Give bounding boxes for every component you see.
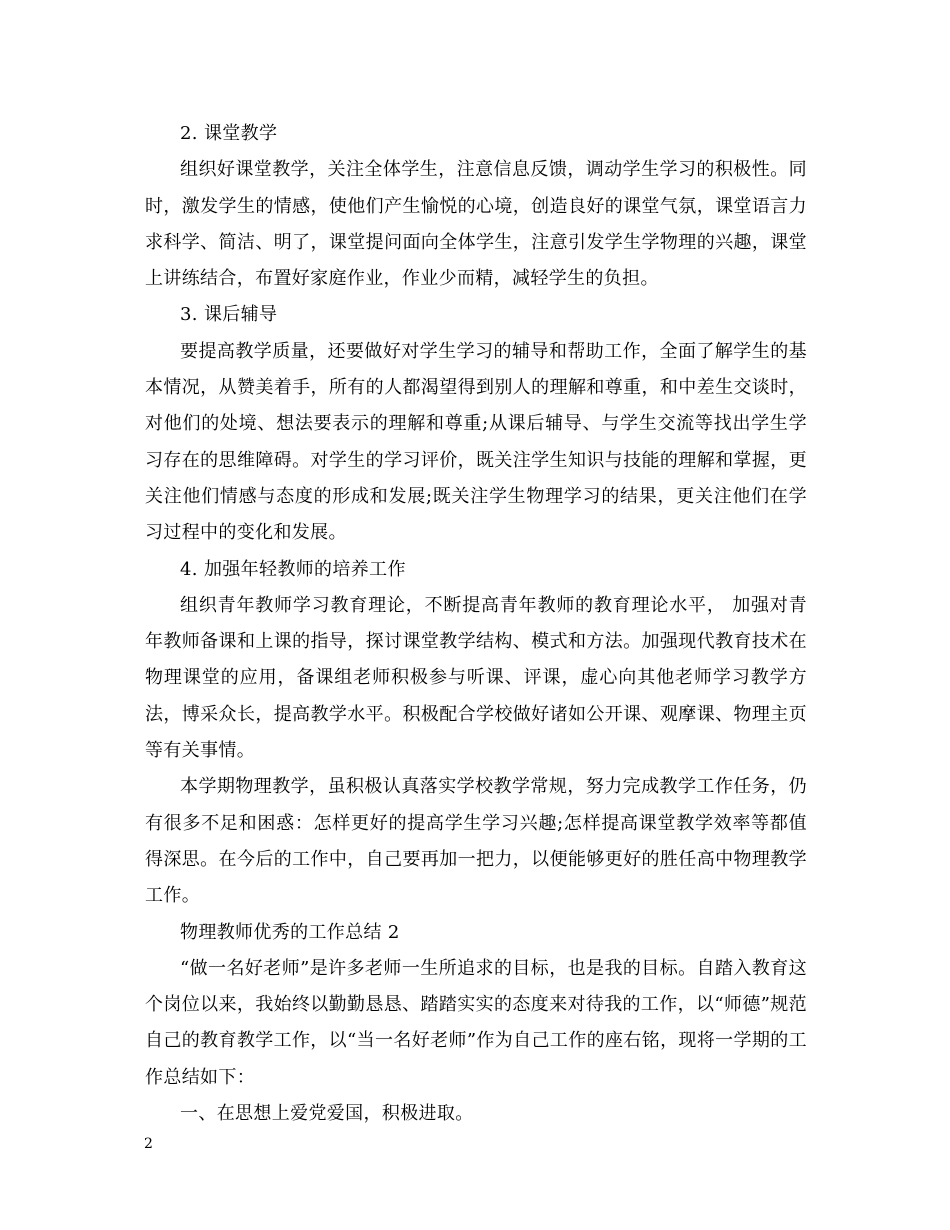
document-body (145, 116, 807, 1132)
section-heading: 4. 加强年轻教师的培养工作 (180, 558, 406, 580)
section-heading: 物理教师优秀的工作总结 2 (180, 921, 400, 943)
paragraph: 要提高教学质量，还要做好对学生学习的辅导和帮助工作，全面了解学生的基本情况，从赞美着手，所有的人都渴望得到别人的理解和尊重，和中差生交谈时，对他们的处境、想法要表示的理解和尊重;从课后辅导、与学生交流等找出学生学习存在的思维障碍。对学生的学习评价，既关注学生知识与技能的理解和掌握，更关注他们情感与态度的形成和发展;既关注学生物理学习的结果，更关注他们在学习过程中的变化和发展。 (145, 340, 807, 544)
section-heading: 3. 课后辅导 (180, 304, 278, 326)
page-number: 2 (144, 1136, 153, 1152)
paragraph: 本学期物理教学，虽积极认真落实学校教学常规，努力完成教学工作任务，仍有很多不足和困惑：怎样更好的提高学生学习兴趣;怎样提高课堂教学效率等都值得深思。在今后的工作中，自己要再加一把力，以便能够更好的胜任高中物理教学工作。 (145, 776, 807, 907)
paragraph: 一、在思想上爱党爱国，积极进取。 (180, 1103, 474, 1125)
section-heading: 2. 课堂教学 (180, 123, 278, 144)
paragraph: 组织青年教师学习教育理论，不断提高青年教师的教育理论水平， 加强对青年教师备课和上课的指导，探讨课堂教学结构、模式和方法。加强现代教育技术在物理课堂的应用，备课组老师积极参与听课、评课，虚心向其他老师学习教学方法，博采众长，提高教学水平。积极配合学校做好诸如公开课、观摩课、物理主页等有关事情。 (145, 594, 807, 762)
paragraph: 组织好课堂教学，关注全体学生，注意信息反馈，调动学生学习的积极性。同时，激发学生的情感，使他们产生愉悦的心境，创造良好的课堂气氛，课堂语言力求科学、简洁、明了，课堂提问面向全体学生，注意引发学生学物理的兴趣，课堂上讲练结合，布置好家庭作业，作业少而精，减轻学生的负担。 (145, 159, 807, 290)
paragraph: “做一名好老师”是许多老师一生所追求的目标，也是我的目标。自踏入教育这个岗位以来，我始终以勤勤恳恳、踏踏实实的态度来对待我的工作，以“师德”规范自己的教育教学工作，以“当一名好老师”作为自己工作的座右铭，现将一学期的工作总结如下： (145, 957, 807, 1088)
